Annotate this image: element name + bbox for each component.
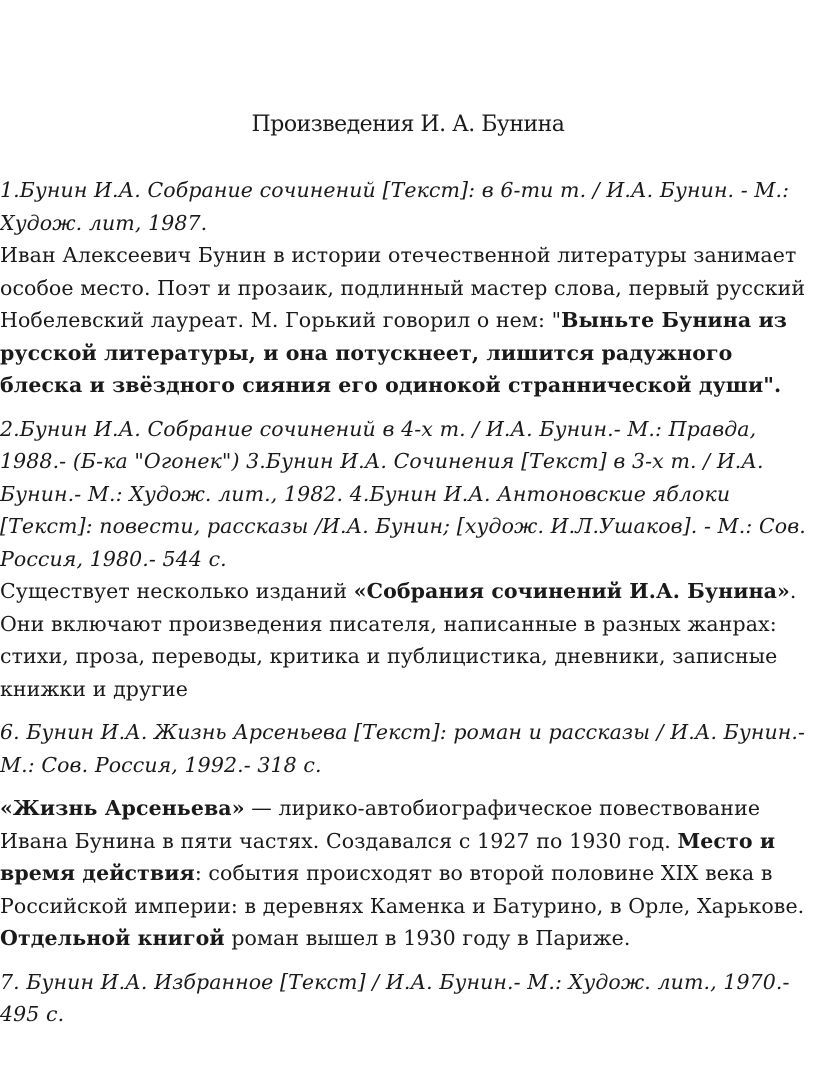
quote-end: ". — [763, 373, 782, 397]
bibliography-entry-6: 6. Бунин И.А. Жизнь Арсеньева [Текст]: роман и рассказы / И.А. Бунин.- М.: Сов. Россия, 1992.- 318 с. — [0, 720, 805, 777]
bibliography-entry-1: 1.Бунин И.А. Собрание сочинений [Текст]: в 6-ти т. / И.А. Бунин. - М.: Худож. лит, 1987. — [0, 178, 790, 235]
bibliography-entry-7: 7. Бунин И.А. Избранное [Текст] / И.А. Бунин.- М.: Худож. лит., 1970.- 495 с. — [0, 969, 790, 1026]
paragraph-text: . Они включают произведения писателя, написанные в разных жанрах: стихи, проза, переводы, критика и публицистика, дневники, записные книжки и другие — [0, 579, 797, 701]
paragraph-text: — лирико-автобиографическое повествование Ивана Бунина в пяти частях. Создавался с 1927 по 1930 год. — [0, 796, 761, 853]
separate-book-label: Отдельной книгой — [0, 926, 225, 950]
paragraph-collected-works — [0, 575, 816, 705]
paragraph-text: : события происходят во второй половине XIX века в Российской империи: в деревнях Каменка и Батурино, в Орле, Харькове. — [0, 861, 805, 918]
arsenyev-title: «Жизнь Арсеньева» — [0, 796, 245, 820]
collected-works-title: «Собрания сочинений И.А. Бунина» — [353, 579, 790, 603]
paragraph-text: роман вышел в 1930 году в Париже. — [224, 926, 631, 950]
document-body — [0, 174, 816, 1031]
paragraph-arsenyev — [0, 792, 816, 955]
page-title: Произведения И. А. Бунина — [251, 112, 565, 137]
paragraph-text: Существует несколько изданий — [0, 579, 354, 603]
gorky-quote: Выньте Бунина из русской литературы, и она потускнеет, лишится радужного блеска и звёздного сияния его одинокой страннической души — [0, 308, 787, 397]
place-time-label: Место и время действия — [0, 828, 776, 885]
paragraph-text: Иван Алексеевич Бунин в истории отечественной литературы занимает особое место. Поэт и прозаик, подлинный мастер слова, первый русский Нобелевский лауреат. М. Горький говорил о нем: " — [0, 243, 806, 332]
paragraph-bunin-intro — [0, 239, 816, 402]
bibliography-entry-2-4: 2.Бунин И.А. Собрание сочинений в 4-х т. / И.А. Бунин.- М.: Правда, 1988.- (Б-ка "Огонек") 3.Бунин И.А. Сочинения [Текст] в 3-х т. / И.А. Бунин.- М.: Худож. лит., 1982. 4.Бунин И.А. Антоновские яблоки [Текст]: повести, рассказы /И.А. Бунин; [худож. И.Л.Ушаков]. - М.: Сов. Россия, 1980.- 544 с. — [0, 416, 806, 571]
